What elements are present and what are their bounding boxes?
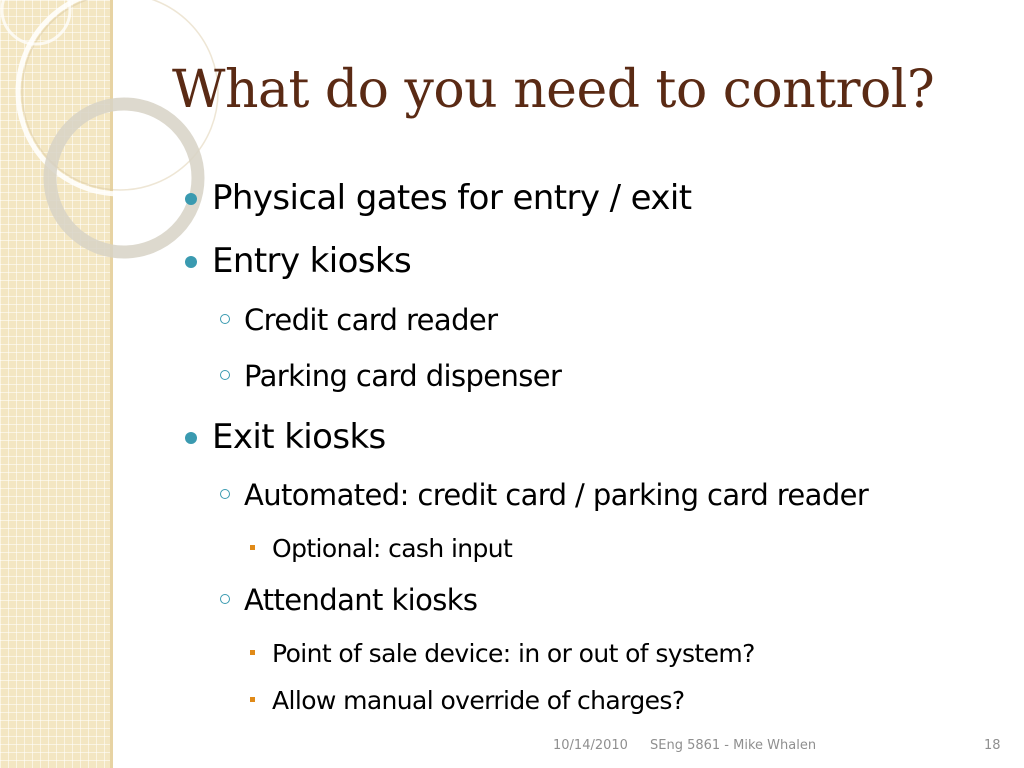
bullet-item [272,536,512,561]
filled-circle-bullet-icon [185,432,197,444]
hollow-circle-bullet-icon [220,594,230,604]
bullet-text: Optional: cash input [272,534,513,563]
bullet-item [272,688,685,713]
small-square-bullet-icon [250,545,255,550]
filled-circle-bullet-icon [185,256,197,268]
bullet-item [272,641,755,666]
small-square-bullet-icon [250,697,255,702]
footer-date: 10/14/2010 [553,738,628,753]
bullet-item [212,241,412,281]
bullet-item [244,303,498,337]
hollow-circle-bullet-icon [220,314,230,324]
bullet-text: Physical gates for entry / exit [212,178,692,218]
bullet-text: Parking card dispenser [244,359,562,393]
slide-title: What do you need to control? [172,60,935,120]
bullet-text: Allow manual override of charges? [272,686,685,715]
bullet-item [244,583,478,617]
bullet-text: Entry kiosks [212,241,412,281]
footer-course: SEng 5861 - Mike Whalen [650,738,817,753]
bullet-text: Point of sale device: in or out of system? [272,639,755,668]
small-square-bullet-icon [250,650,255,655]
bullet-text: Exit kiosks [212,417,386,457]
bullet-text: Automated: credit card / parking card reader [244,478,869,512]
bullet-item [212,178,692,218]
bullet-text: Credit card reader [244,303,498,337]
footer-page-number: 18 [984,738,1001,753]
filled-circle-bullet-icon [185,193,197,205]
bullet-item [212,417,386,457]
bullet-item [244,359,562,393]
bullet-item [244,478,869,512]
hollow-circle-bullet-icon [220,489,230,499]
hollow-circle-bullet-icon [220,370,230,380]
bullet-text: Attendant kiosks [244,583,478,617]
